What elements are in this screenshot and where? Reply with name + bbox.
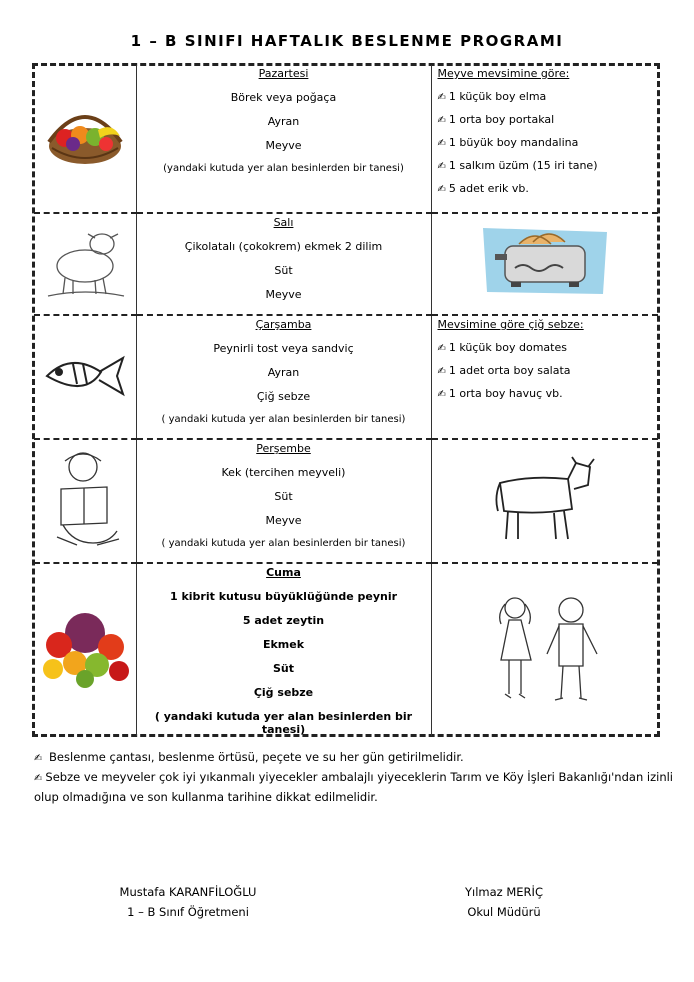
menu-line: Meyve bbox=[265, 514, 302, 527]
menu-line: Börek veya poğaça bbox=[230, 91, 337, 104]
menu-line: Süt bbox=[274, 490, 293, 503]
menu-note: ( yandaki kutuda yer alan besinlerden bir tanesi) bbox=[154, 710, 413, 736]
menu-cell-friday bbox=[136, 563, 431, 736]
fruit-list-cell bbox=[431, 65, 658, 213]
menu-line: Kek (tercihen meyveli) bbox=[221, 466, 346, 479]
table-row bbox=[34, 315, 658, 439]
menu-cell-monday bbox=[136, 65, 431, 213]
menu-line: Ekmek bbox=[262, 638, 305, 651]
table-row bbox=[34, 213, 658, 315]
checkmark-icon: ✍ bbox=[437, 343, 446, 354]
menu-note: ( yandaki kutuda yer alan besinlerden bir tanesi) bbox=[161, 414, 406, 425]
menu-line: Çiğ sebze bbox=[256, 390, 311, 403]
day-label: Çarşamba bbox=[255, 318, 312, 331]
menu-line: Ayran bbox=[267, 366, 300, 379]
menu-line: Çiğ sebze bbox=[253, 686, 314, 699]
picture-cell bbox=[34, 213, 136, 315]
table-row bbox=[34, 563, 658, 736]
note-item: ✍ Beslenme çantası, beslenme örtüsü, peçete ve su her gün getirilmelidir. bbox=[34, 750, 464, 764]
veg-list-cell bbox=[431, 315, 658, 439]
checkmark-icon: ✍ bbox=[437, 366, 446, 377]
picture-cell bbox=[34, 563, 136, 736]
menu-cell-tuesday bbox=[136, 213, 431, 315]
checkmark-icon: ✍ bbox=[437, 184, 446, 195]
list-item: ✍ 1 salkım üzüm (15 iri tane) bbox=[437, 159, 598, 172]
menu-line: 1 kibrit kutusu büyüklüğünde peynir bbox=[169, 590, 398, 603]
picture-cell bbox=[34, 315, 136, 439]
checkmark-icon: ✍ bbox=[437, 92, 446, 103]
fruit-basket-icon bbox=[40, 102, 130, 172]
teacher-signature bbox=[78, 882, 298, 922]
menu-line: Meyve bbox=[265, 288, 302, 301]
list-item: ✍ 5 adet erik vb. bbox=[437, 182, 529, 195]
menu-line: Süt bbox=[272, 662, 294, 675]
menu-line: Ayran bbox=[267, 115, 300, 128]
fish-icon bbox=[43, 350, 127, 400]
checkmark-icon: ✍ bbox=[437, 389, 446, 400]
fruit-list-heading: Meyve mevsimine göre: bbox=[437, 67, 570, 80]
table-row bbox=[34, 65, 658, 213]
checkmark-icon: ✍ bbox=[34, 753, 43, 764]
page-title: 1 – B SINIFI HAFTALIK BESLENME PROGRAMI bbox=[130, 32, 564, 50]
menu-line: Çikolatalı (çokokrem) ekmek 2 dilim bbox=[184, 240, 383, 253]
table-row bbox=[34, 439, 658, 563]
list-item: ✍ 1 küçük boy elma bbox=[437, 90, 547, 103]
checkmark-icon: ✍ bbox=[437, 138, 446, 149]
day-label: Salı bbox=[273, 216, 294, 229]
list-item: ✍ 1 adet orta boy salata bbox=[437, 364, 571, 377]
checkmark-icon: ✍ bbox=[34, 773, 43, 784]
principal-title: Okul Müdürü bbox=[467, 905, 541, 919]
picture-cell bbox=[431, 439, 658, 563]
weekly-menu-table bbox=[34, 65, 658, 736]
menu-line: Peynirli tost veya sandviç bbox=[213, 342, 354, 355]
teacher-title: 1 – B Sınıf Öğretmeni bbox=[127, 905, 249, 919]
notes-section bbox=[34, 748, 674, 807]
toaster-icon bbox=[475, 222, 615, 302]
menu-cell-thursday bbox=[136, 439, 431, 563]
list-item: ✍ 1 büyük boy mandalina bbox=[437, 136, 579, 149]
list-item: ✍ 1 orta boy havuç vb. bbox=[437, 387, 563, 400]
menu-line: Meyve bbox=[265, 139, 302, 152]
checkmark-icon: ✍ bbox=[437, 115, 446, 126]
children-icon bbox=[475, 590, 615, 706]
girl-reading-icon bbox=[43, 447, 127, 551]
teacher-name: Mustafa KARANFİLOĞLU bbox=[119, 885, 257, 899]
menu-line: 5 adet zeytin bbox=[242, 614, 325, 627]
picture-cell bbox=[34, 439, 136, 563]
cow-icon bbox=[490, 453, 600, 545]
menu-note: (yandaki kutuda yer alan besinlerden bir tanesi) bbox=[163, 163, 404, 174]
menu-note: ( yandaki kutuda yer alan besinlerden bir tanesi) bbox=[161, 538, 406, 549]
picture-cell bbox=[431, 213, 658, 315]
menu-line: Süt bbox=[274, 264, 293, 277]
day-label: Pazartesi bbox=[258, 67, 309, 80]
checkmark-icon: ✍ bbox=[437, 161, 446, 172]
list-item: ✍ 1 küçük boy domates bbox=[437, 341, 567, 354]
lamb-icon bbox=[40, 222, 130, 302]
principal-signature bbox=[394, 882, 614, 922]
note-item: ✍ Sebze ve meyveler çok iyi yıkanmalı yiyecekler ambalajlı yiyeceklerin Tarım ve Köy İşleri Bakanlığı'ndan izinli olup olmadığına ve son kullanma tarihine dikkat edilmelidir. bbox=[34, 770, 673, 804]
vegetables-icon bbox=[35, 603, 135, 693]
menu-cell-wednesday bbox=[136, 315, 431, 439]
picture-cell bbox=[34, 65, 136, 213]
veg-list-heading: Mevsimine göre çiğ sebze: bbox=[437, 318, 584, 331]
principal-name: Yılmaz MERİÇ bbox=[465, 885, 543, 899]
day-label: Perşembe bbox=[256, 442, 311, 455]
day-label: Cuma bbox=[266, 566, 301, 579]
list-item: ✍ 1 orta boy portakal bbox=[437, 113, 555, 126]
picture-cell bbox=[431, 563, 658, 736]
